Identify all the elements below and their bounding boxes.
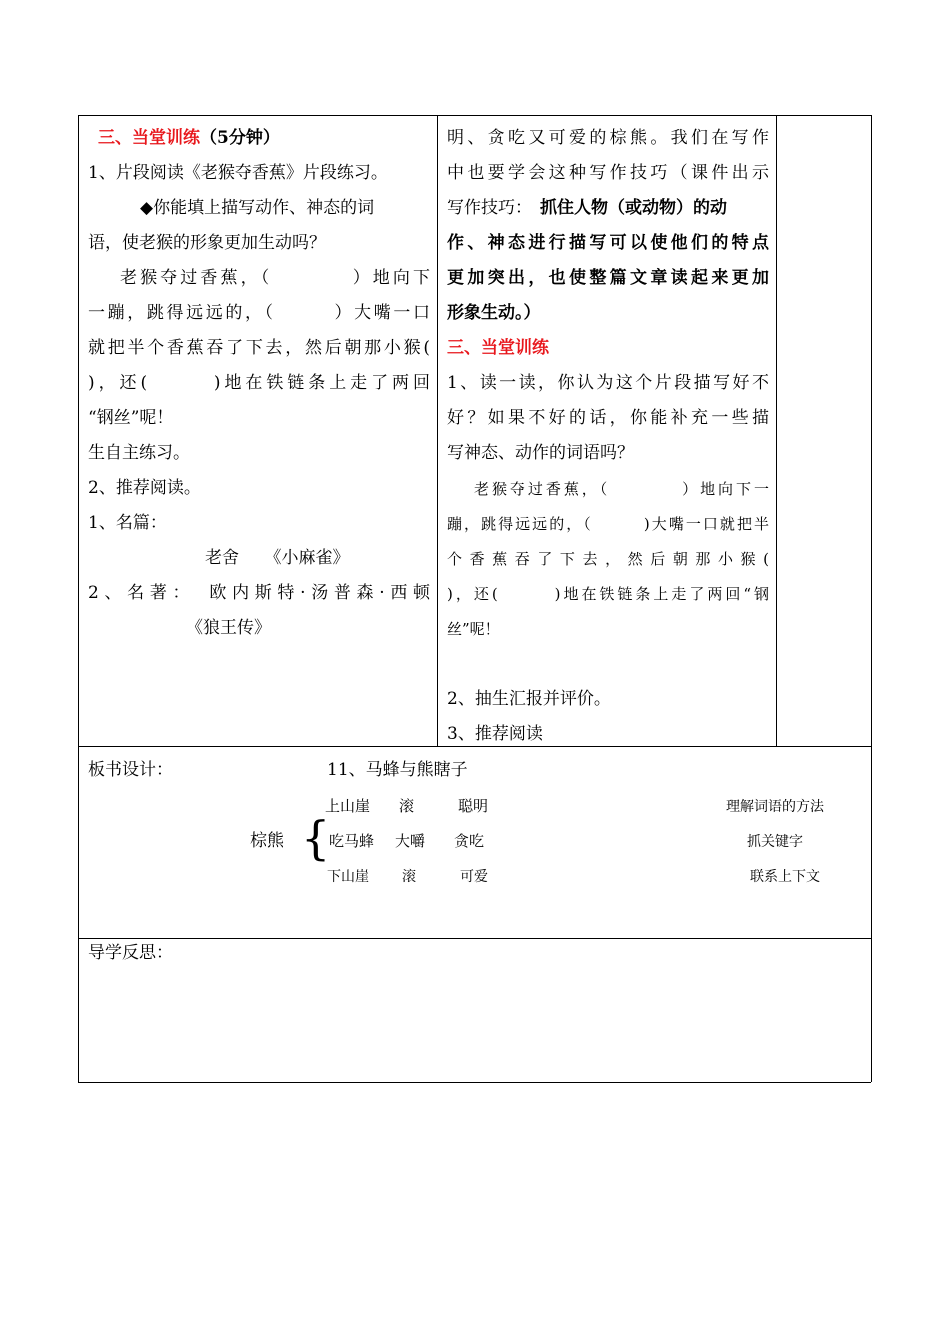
table-bottom-border xyxy=(78,1082,871,1083)
brace-icon: { xyxy=(301,811,331,865)
board-method-2: 抓关键字 xyxy=(747,834,803,850)
right-line-3-normal: 写作技巧： xyxy=(447,198,532,218)
right-passage-line-2: 蹦，跳得远远的，（ )大嘴一口就把半 xyxy=(447,515,769,533)
column-divider-1 xyxy=(437,115,438,746)
left-name-2-work: 《狼王传》 xyxy=(186,618,271,638)
left-heading xyxy=(98,128,280,148)
right-line-3-bold: 抓住人物（或动物）的动 xyxy=(540,198,727,218)
left-heading-time: （5分钟） xyxy=(200,128,280,148)
table-top-border xyxy=(78,115,871,116)
table-right-border xyxy=(871,115,872,1082)
right-question-2: 好？如果不好的话，你能补充一些描 xyxy=(447,408,769,428)
left-heading-red: 三、当堂训练 xyxy=(98,128,200,148)
right-item-3: 3、推荐阅读 xyxy=(447,724,543,744)
right-question-1: 1、读一读，你认为这个片段描写好不 xyxy=(447,373,769,393)
right-passage-line-3: 个香蕉吞了下去，然后朝那小猴( xyxy=(447,550,769,568)
right-line-4: 作、神态进行描写可以使他们的特点 xyxy=(447,233,769,253)
board-row-3-col-3: 可爱 xyxy=(460,869,488,885)
board-row-1-col-3: 聪明 xyxy=(458,797,489,815)
right-passage-line-4: )，还( )地在铁链条上走了两回“钢 xyxy=(447,585,769,603)
board-row-1-col-1: 上山崖 xyxy=(325,797,371,815)
board-method-3: 联系上下文 xyxy=(750,869,820,885)
right-question-3: 写神态、动作的词语吗？ xyxy=(447,443,634,463)
table-left-border xyxy=(78,115,79,1082)
reflection-label: 导学反思： xyxy=(88,943,173,963)
left-name-1: 1、名篇： xyxy=(88,513,167,533)
board-row-2-col-1: 吃马蜂 xyxy=(329,832,375,850)
board-row-3-col-2: 滚 xyxy=(402,869,416,885)
left-recommend: 2、推荐阅读。 xyxy=(88,478,201,498)
right-line-1: 明、贪吃又可爱的棕熊。我们在写作 xyxy=(447,128,769,148)
left-name-2: 2、名著： 欧内斯特·汤普森·西顿 xyxy=(88,583,430,603)
right-passage-line-1: 老猴夺过香蕉，（ ）地向下一 xyxy=(474,480,769,498)
board-row-3-col-1: 下山崖 xyxy=(327,869,369,885)
board-subject: 棕熊 xyxy=(250,831,284,851)
reflection-top-border xyxy=(78,938,871,939)
board-row-2-col-3: 贪吃 xyxy=(454,832,485,850)
left-passage-line-4: )，还( )地在铁链条上走了两回 xyxy=(88,373,430,393)
right-heading: 三、当堂训练 xyxy=(447,338,549,358)
left-name-1-work: 老舍 《小麻雀》 xyxy=(205,548,350,568)
left-self-practice: 生自主练习。 xyxy=(88,443,190,463)
board-top-border xyxy=(78,746,871,747)
left-passage-line-3: 就把半个香蕉吞了下去，然后朝那小猴( xyxy=(88,338,430,358)
board-row-1-col-2: 滚 xyxy=(399,797,415,815)
board-label: 板书设计： xyxy=(88,760,173,780)
board-method-1: 理解词语的方法 xyxy=(726,799,824,815)
left-passage-line-2: 一蹦，跳得远远的，（ ）大嘴一口 xyxy=(88,303,430,323)
right-line-3 xyxy=(447,198,727,218)
right-item-2: 2、抽生汇报并评价。 xyxy=(447,689,611,709)
right-passage-line-5: 丝”呢！ xyxy=(447,620,500,638)
right-line-2: 中也要学会这种写作技巧（课件出示 xyxy=(447,163,769,183)
left-line-3: 语，使老猴的形象更加生动吗？ xyxy=(88,233,326,253)
right-line-6: 形象生动。） xyxy=(447,303,541,323)
column-divider-2 xyxy=(776,115,777,746)
right-line-5: 更加突出，也使整篇文章读起来更加 xyxy=(447,268,769,288)
board-title: 11、马蜂与熊瞎子 xyxy=(327,760,468,780)
left-line-2: ◆你能填上描写动作、神态的词 xyxy=(140,198,375,218)
left-passage-line-5: “钢丝”呢！ xyxy=(88,408,174,428)
board-row-2-col-2: 大嚼 xyxy=(395,832,426,850)
left-line-1: 1、片段阅读《老猴夺香蕉》片段练习。 xyxy=(88,163,388,183)
left-passage-line-1: 老猴夺过香蕉，（ ）地向下 xyxy=(120,268,430,288)
